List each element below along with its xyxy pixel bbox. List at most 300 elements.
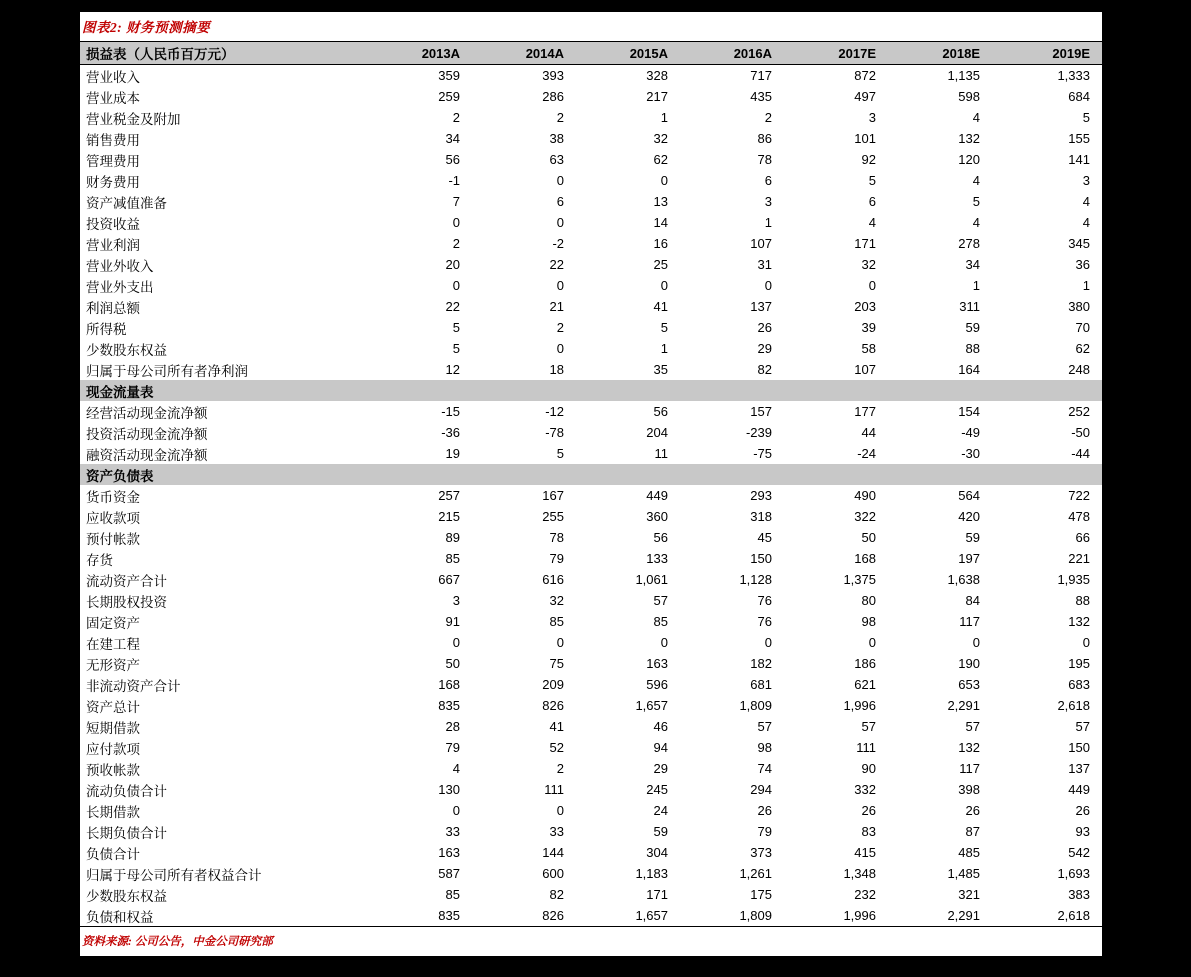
- row-value: 360: [646, 509, 668, 524]
- row-value: 82: [757, 362, 772, 377]
- row-value: 294: [750, 782, 772, 797]
- row-value: 94: [653, 740, 668, 755]
- row-value: 683: [1068, 677, 1090, 692]
- row-value: 383: [1068, 887, 1090, 902]
- row-value: 1,261: [739, 866, 772, 881]
- row-value: 25: [653, 257, 668, 272]
- row-label: 无形资产: [86, 657, 140, 673]
- column-header: 2014A: [472, 42, 576, 65]
- row-label: 投资收益: [86, 216, 140, 232]
- row-value: 304: [646, 845, 668, 860]
- row-value: 4: [972, 215, 980, 230]
- row-value: 616: [542, 572, 564, 587]
- row-value: 155: [1068, 131, 1090, 146]
- row-value: 150: [1068, 740, 1090, 755]
- row-value: 24: [653, 803, 668, 818]
- row-value: -12: [545, 404, 564, 419]
- row-value: 18: [549, 362, 564, 377]
- row-value: 1: [660, 110, 668, 125]
- row-value: 75: [549, 656, 564, 671]
- row-value: 101: [854, 131, 876, 146]
- row-value: 107: [750, 236, 772, 251]
- row-value: 345: [1068, 236, 1090, 251]
- row-value: 1: [764, 215, 772, 230]
- row-value: 653: [958, 677, 980, 692]
- row-value: 20: [445, 257, 460, 272]
- row-label: 营业成本: [86, 90, 140, 106]
- row-value: 39: [861, 320, 876, 335]
- row-value: 137: [750, 299, 772, 314]
- row-value: 168: [854, 551, 876, 566]
- row-value: 490: [854, 488, 876, 503]
- row-value: 88: [1075, 593, 1090, 608]
- row-label: 投资活动现金流净额: [86, 426, 208, 442]
- row-value: 1,996: [784, 905, 888, 927]
- row-value: 0: [868, 635, 876, 650]
- row-value: -2: [552, 236, 564, 251]
- row-value: 21: [549, 299, 564, 314]
- row-label: 长期股权投资: [86, 594, 167, 610]
- row-value: 34: [965, 257, 980, 272]
- row-value: 6: [868, 194, 876, 209]
- row-value: 485: [958, 845, 980, 860]
- table-row: [80, 863, 1102, 884]
- row-value: 0: [556, 635, 564, 650]
- table-row: [80, 212, 1102, 233]
- row-value: 78: [757, 152, 772, 167]
- row-value: 4: [972, 173, 980, 188]
- row-label: 营业收入: [86, 69, 140, 85]
- table-row: [80, 884, 1102, 905]
- row-value: 80: [861, 593, 876, 608]
- row-label: 营业外支出: [86, 279, 154, 295]
- row-label: 预付帐款: [86, 531, 140, 547]
- row-value: 596: [646, 677, 668, 692]
- row-value: 1: [1082, 278, 1090, 293]
- row-value: 0: [556, 803, 564, 818]
- row-value: 2: [452, 236, 460, 251]
- table-row: [80, 65, 1102, 87]
- row-value: 321: [958, 887, 980, 902]
- row-value: 684: [1068, 89, 1090, 104]
- row-value: 1,375: [843, 572, 876, 587]
- row-value: 36: [1075, 257, 1090, 272]
- row-value: -75: [753, 446, 772, 461]
- row-value: 0: [764, 635, 772, 650]
- row-value: 373: [750, 845, 772, 860]
- row-value: -36: [441, 425, 460, 440]
- row-value: 217: [646, 89, 668, 104]
- row-value: 45: [757, 530, 772, 545]
- table-row: [80, 86, 1102, 107]
- row-value: 1,061: [635, 572, 668, 587]
- row-value: 4: [972, 110, 980, 125]
- exhibit-title: 图表2: 财务预测摘要: [82, 20, 211, 35]
- table-row: [80, 107, 1102, 128]
- row-value: 164: [958, 362, 980, 377]
- row-value: 6: [764, 173, 772, 188]
- table-row: [80, 506, 1102, 527]
- row-value: 232: [854, 887, 876, 902]
- row-value: 133: [646, 551, 668, 566]
- row-label: 财务费用: [86, 174, 140, 190]
- table-row: [80, 338, 1102, 359]
- row-value: 5: [452, 341, 460, 356]
- row-value: 0: [972, 635, 980, 650]
- row-value: 111: [856, 740, 876, 755]
- row-value: 57: [757, 719, 772, 734]
- row-value: 79: [445, 740, 460, 755]
- row-value: 117: [959, 761, 980, 776]
- row-value: 74: [757, 761, 772, 776]
- row-value: 32: [653, 131, 668, 146]
- row-value: 0: [764, 278, 772, 293]
- row-value: 0: [556, 173, 564, 188]
- row-value: 82: [549, 887, 564, 902]
- row-label: 存货: [86, 552, 113, 568]
- row-value: 1,348: [843, 866, 876, 881]
- row-value: 497: [854, 89, 876, 104]
- row-value: 332: [854, 782, 876, 797]
- row-label: 应付款项: [86, 741, 140, 757]
- row-value: 203: [854, 299, 876, 314]
- row-value: 57: [653, 593, 668, 608]
- table-row: [80, 695, 1102, 716]
- row-value: 3: [868, 110, 876, 125]
- row-value: 117: [959, 614, 980, 629]
- row-value: 259: [438, 89, 460, 104]
- row-value: 835: [438, 698, 460, 713]
- row-value: 59: [653, 824, 668, 839]
- row-value: 197: [958, 551, 980, 566]
- row-label: 少数股东权益: [86, 342, 167, 358]
- row-value: 0: [452, 278, 460, 293]
- row-value: 85: [549, 614, 564, 629]
- table-row: [80, 527, 1102, 548]
- row-value: 826: [542, 698, 564, 713]
- table-row: [80, 653, 1102, 674]
- row-value: 76: [757, 593, 772, 608]
- row-value: 221: [1068, 551, 1090, 566]
- row-value: 278: [958, 236, 980, 251]
- row-value: 1,485: [947, 866, 980, 881]
- row-value: 1,183: [635, 866, 668, 881]
- row-value: 600: [542, 866, 564, 881]
- table-header-row: [80, 42, 1102, 65]
- table-row: [80, 737, 1102, 758]
- row-value: 83: [861, 824, 876, 839]
- row-value: 16: [653, 236, 668, 251]
- row-value: 177: [854, 404, 876, 419]
- table-row: [80, 716, 1102, 737]
- row-value: 57: [965, 719, 980, 734]
- row-value: 132: [958, 740, 980, 755]
- row-value: 132: [958, 131, 980, 146]
- table-row: [80, 842, 1102, 863]
- row-value: 171: [854, 236, 876, 251]
- row-value: 2,618: [992, 905, 1102, 927]
- row-value: 1,135: [947, 68, 980, 83]
- row-value: 38: [549, 131, 564, 146]
- row-value: 28: [445, 719, 460, 734]
- row-label: 资产减值准备: [86, 195, 167, 211]
- row-value: 0: [452, 215, 460, 230]
- row-value: 57: [861, 719, 876, 734]
- row-value: -44: [1071, 446, 1090, 461]
- row-value: 11: [654, 446, 668, 461]
- row-value: 681: [750, 677, 772, 692]
- row-value: 1,333: [1057, 68, 1090, 83]
- row-value: 5: [556, 446, 564, 461]
- exhibit-sheet: [80, 12, 1102, 956]
- row-value: 2: [556, 110, 564, 125]
- table-row: [80, 800, 1102, 821]
- row-value: 98: [861, 614, 876, 629]
- table-row: [80, 443, 1102, 464]
- table-row: [80, 611, 1102, 632]
- row-value: 84: [965, 593, 980, 608]
- row-value: 564: [958, 488, 980, 503]
- column-header: 2017E: [784, 42, 888, 65]
- row-value: 137: [1068, 761, 1090, 776]
- table-row: [80, 170, 1102, 191]
- row-value: -30: [961, 446, 980, 461]
- table-row: [80, 149, 1102, 170]
- row-value: 93: [1075, 824, 1090, 839]
- row-value: 415: [854, 845, 876, 860]
- row-value: 4: [452, 761, 460, 776]
- row-value: -1: [448, 173, 460, 188]
- row-value: 168: [438, 677, 460, 692]
- row-value: 29: [653, 761, 668, 776]
- row-value: 4: [868, 215, 876, 230]
- row-value: -49: [961, 425, 980, 440]
- row-value: 12: [445, 362, 460, 377]
- row-value: 209: [542, 677, 564, 692]
- row-value: 85: [653, 614, 668, 629]
- row-value: 0: [1082, 635, 1090, 650]
- row-value: 190: [958, 656, 980, 671]
- row-value: 359: [438, 68, 460, 83]
- row-value: 88: [965, 341, 980, 356]
- row-label: 营业税金及附加: [86, 111, 181, 127]
- row-value: 0: [556, 278, 564, 293]
- row-value: 107: [854, 362, 876, 377]
- row-value: 26: [757, 320, 772, 335]
- section-title: 现金流量表: [80, 380, 1102, 401]
- row-value: -24: [857, 446, 876, 461]
- row-value: 478: [1068, 509, 1090, 524]
- row-value: 13: [653, 194, 668, 209]
- row-value: 293: [750, 488, 772, 503]
- row-label: 非流动资产合计: [86, 678, 181, 694]
- section-title: 资产负债表: [80, 464, 1102, 485]
- row-value: 5: [868, 173, 876, 188]
- row-value: 1,996: [843, 698, 876, 713]
- row-value: 26: [1075, 803, 1090, 818]
- row-value: 2,618: [1057, 698, 1090, 713]
- row-value: 1: [972, 278, 980, 293]
- row-value: 92: [861, 152, 876, 167]
- row-value: 215: [438, 509, 460, 524]
- section-header-row: [80, 464, 1102, 485]
- row-value: 393: [542, 68, 564, 83]
- row-value: 85: [445, 887, 460, 902]
- row-label: 负债合计: [86, 846, 140, 862]
- row-value: 22: [549, 257, 564, 272]
- row-value: -239: [745, 425, 772, 440]
- row-value: 85: [445, 551, 460, 566]
- row-value: 0: [556, 215, 564, 230]
- row-value: 50: [445, 656, 460, 671]
- row-value: 252: [1068, 404, 1090, 419]
- row-value: 56: [653, 404, 668, 419]
- row-value: 62: [653, 152, 668, 167]
- row-value: 311: [959, 299, 980, 314]
- row-value: 204: [646, 425, 668, 440]
- row-value: 3: [764, 194, 772, 209]
- row-value: 26: [757, 803, 772, 818]
- table-row: [80, 296, 1102, 317]
- row-value: 1,809: [739, 698, 772, 713]
- row-value: 420: [958, 509, 980, 524]
- row-value: 98: [757, 740, 772, 755]
- row-value: 328: [646, 68, 668, 83]
- row-value: 1,657: [635, 698, 668, 713]
- row-value: 255: [542, 509, 564, 524]
- row-value: 41: [653, 299, 668, 314]
- table-row: [80, 401, 1102, 422]
- row-value: 90: [861, 761, 876, 776]
- row-value: 1,657: [576, 905, 680, 927]
- row-value: 398: [958, 782, 980, 797]
- section-header-row: [80, 380, 1102, 401]
- row-value: 587: [438, 866, 460, 881]
- table-row: [80, 779, 1102, 800]
- row-value: 835: [368, 905, 472, 927]
- row-label: 利润总额: [86, 300, 140, 316]
- row-value: 1,693: [1057, 866, 1090, 881]
- row-label: 营业外收入: [86, 258, 154, 274]
- row-value: 722: [1068, 488, 1090, 503]
- row-label: 经营活动现金流净额: [86, 405, 208, 421]
- row-value: 130: [438, 782, 460, 797]
- table-row: [80, 821, 1102, 842]
- column-header: 2018E: [888, 42, 992, 65]
- row-label: 资产总计: [86, 699, 140, 715]
- row-value: 872: [854, 68, 876, 83]
- row-label: 固定资产: [86, 615, 140, 631]
- row-value: 449: [646, 488, 668, 503]
- row-value: 29: [757, 341, 772, 356]
- row-value: 19: [445, 446, 460, 461]
- row-value: 58: [861, 341, 876, 356]
- column-header: 2013A: [368, 42, 472, 65]
- row-value: 78: [549, 530, 564, 545]
- row-label: 销售费用: [86, 132, 140, 148]
- row-value: 79: [549, 551, 564, 566]
- row-value: 380: [1068, 299, 1090, 314]
- row-value: 5: [660, 320, 668, 335]
- column-header: 2019E: [992, 42, 1102, 65]
- row-value: -78: [545, 425, 564, 440]
- financial-forecast-table: [80, 41, 1102, 927]
- row-value: 0: [556, 341, 564, 356]
- row-value: 182: [750, 656, 772, 671]
- row-value: 132: [1068, 614, 1090, 629]
- row-value: 2,291: [947, 698, 980, 713]
- row-value: 5: [972, 194, 980, 209]
- row-value: 66: [1075, 530, 1090, 545]
- row-value: 46: [653, 719, 668, 734]
- row-value: 26: [861, 803, 876, 818]
- row-value: 91: [445, 614, 460, 629]
- row-value: 248: [1068, 362, 1090, 377]
- row-label: 预收帐款: [86, 762, 140, 778]
- column-header: 2016A: [680, 42, 784, 65]
- row-value: 1,935: [1057, 572, 1090, 587]
- row-value: 120: [958, 152, 980, 167]
- row-value: 286: [542, 89, 564, 104]
- row-label: 流动资产合计: [86, 573, 167, 589]
- table-row: [80, 275, 1102, 296]
- row-label: 流动负债合计: [86, 783, 167, 799]
- row-value: 22: [445, 299, 460, 314]
- row-value: 2: [452, 110, 460, 125]
- row-label: 在建工程: [86, 636, 140, 652]
- row-value: -50: [1071, 425, 1090, 440]
- row-value: 31: [757, 257, 772, 272]
- row-value: 3: [1082, 173, 1090, 188]
- row-value: 59: [965, 530, 980, 545]
- row-value: 70: [1075, 320, 1090, 335]
- row-value: 1,128: [739, 572, 772, 587]
- row-value: 257: [438, 488, 460, 503]
- row-value: 33: [445, 824, 460, 839]
- row-value: 7: [452, 194, 460, 209]
- row-value: 59: [965, 320, 980, 335]
- row-value: 111: [544, 782, 564, 797]
- row-value: 14: [653, 215, 668, 230]
- row-label: 少数股东权益: [86, 888, 167, 904]
- row-value: 52: [549, 740, 564, 755]
- row-value: 245: [646, 782, 668, 797]
- table-row: [80, 548, 1102, 569]
- table-row: [80, 254, 1102, 275]
- row-value: 0: [660, 278, 668, 293]
- row-label: 短期借款: [86, 720, 140, 736]
- row-value: 33: [549, 824, 564, 839]
- table-header-label: 损益表（人民币百万元）: [80, 42, 368, 65]
- row-value: 0: [660, 173, 668, 188]
- row-label: 营业利润: [86, 237, 140, 253]
- row-value: 3: [452, 593, 460, 608]
- row-value: 322: [854, 509, 876, 524]
- row-value: 2: [764, 110, 772, 125]
- row-label: 长期借款: [86, 804, 140, 820]
- row-label: 负债和权益: [80, 905, 368, 927]
- row-value: 79: [757, 824, 772, 839]
- column-header: 2015A: [576, 42, 680, 65]
- row-value: 0: [660, 635, 668, 650]
- row-value: 56: [653, 530, 668, 545]
- table-row: [80, 905, 1102, 927]
- row-value: 163: [646, 656, 668, 671]
- row-value: 32: [861, 257, 876, 272]
- row-value: 144: [542, 845, 564, 860]
- row-value: 89: [445, 530, 460, 545]
- row-value: 5: [1082, 110, 1090, 125]
